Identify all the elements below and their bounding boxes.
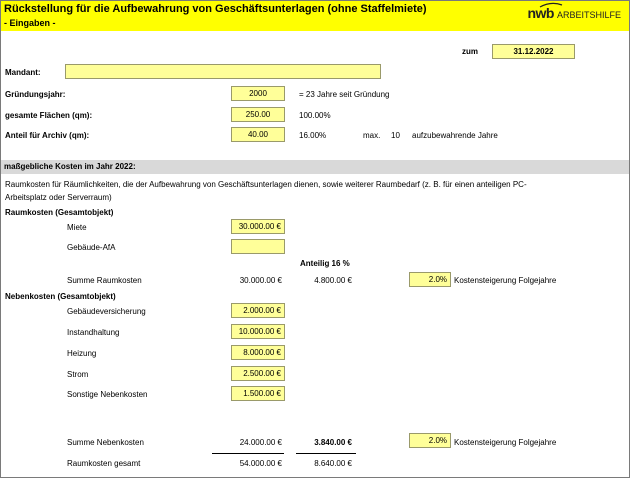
summe-raumkosten-label: Summe Raumkosten: [67, 276, 142, 285]
gruendung-input[interactable]: 2000: [231, 86, 285, 101]
summe-raumkosten-anteilig: 4.800.00 €: [314, 276, 352, 285]
afa-label: Gebäude-AfA: [67, 243, 116, 252]
archiv-label: Anteil für Archiv (qm):: [5, 131, 90, 140]
section-bar: [1, 160, 629, 174]
flaechen-input[interactable]: 250.00: [231, 107, 285, 122]
archiv-max-value: 10: [391, 131, 400, 140]
mandant-input[interactable]: [65, 64, 381, 79]
nk-item-input[interactable]: 10.000.00 €: [231, 324, 285, 339]
miete-input[interactable]: 30.000.00 €: [231, 219, 285, 234]
archiv-input[interactable]: 40.00: [231, 127, 285, 142]
gesamt-label: Raumkosten gesamt: [67, 459, 141, 468]
gesamt-value: 54.000.00 €: [239, 459, 282, 468]
nk-item-label: Heizung: [67, 349, 97, 358]
section-title: maßgebliche Kosten im Jahr 2022:: [4, 162, 136, 171]
page-title: Rückstellung für die Aufbewahrung von Geschäftsunterlagen (ohne Staffelmiete): [4, 3, 427, 15]
nk-item-input[interactable]: 2.000.00 €: [231, 303, 285, 318]
nk-item-input[interactable]: 8.000.00 €: [231, 345, 285, 360]
miete-label: Miete: [67, 223, 87, 232]
summe-nebenkosten-value: 24.000.00 €: [239, 438, 282, 447]
page-subtitle: - Eingaben -: [4, 18, 56, 28]
raumkosten-heading: Raumkosten (Gesamtobjekt): [5, 208, 114, 217]
nebenkosten-heading: Nebenkosten (Gesamtobjekt): [5, 292, 116, 301]
nk-item-label: Instandhaltung: [67, 328, 120, 337]
nebenkosten-steigerung-label: Kostensteigerung Folgejahre: [454, 438, 557, 447]
flaechen-percent: 100.00%: [299, 111, 331, 120]
nk-item-label: Gebäudeversicherung: [67, 307, 146, 316]
summe-nebenkosten-anteilig: 3.840.00 €: [314, 438, 352, 447]
total-rule: [212, 453, 284, 454]
nk-item-label: Sonstige Nebenkosten: [67, 390, 148, 399]
summe-raumkosten-value: 30.000.00 €: [239, 276, 282, 285]
summe-nebenkosten-label: Summe Nebenkosten: [67, 438, 144, 447]
header-bar: [1, 1, 629, 31]
raumkosten-steigerung-label: Kostensteigerung Folgejahre: [454, 276, 557, 285]
gruendung-label: Gründungsjahr:: [5, 90, 66, 99]
section-description-1: Raumkosten für Räumlichkeiten, die der Aufbewahrung von Geschäftsunterlagen dienen, sowie weiterer Raumbedarf (z. B. für einen anteiligen PC-: [5, 180, 527, 189]
afa-input[interactable]: [231, 239, 285, 254]
nk-item-input[interactable]: 1.500.00 €: [231, 386, 285, 401]
total-rule: [296, 453, 356, 454]
date-label: zum: [462, 47, 478, 56]
gruendung-note: = 23 Jahre seit Gründung: [299, 90, 390, 99]
nebenkosten-steigerung-input[interactable]: 2.0%: [409, 433, 451, 448]
gesamt-anteilig: 8.640.00 €: [314, 459, 352, 468]
flaechen-label: gesamte Flächen (qm):: [5, 111, 93, 120]
archiv-max-text: aufzubewahrende Jahre: [412, 131, 498, 140]
nk-item-input[interactable]: 2.500.00 €: [231, 366, 285, 381]
logo-swoosh-icon: [539, 2, 563, 8]
archiv-percent: 16.00%: [299, 131, 327, 140]
logo-brand: nwb: [527, 5, 554, 21]
date-input[interactable]: 31.12.2022: [492, 44, 575, 59]
nk-item-label: Strom: [67, 370, 89, 379]
nwb-logo: [527, 5, 621, 21]
anteilig-header: Anteilig 16 %: [300, 259, 350, 268]
mandant-label: Mandant:: [5, 68, 41, 77]
logo-suffix: ARBEITSHILFE: [556, 10, 621, 20]
archiv-max-label: max.: [363, 131, 381, 140]
raumkosten-steigerung-input[interactable]: 2.0%: [409, 272, 451, 287]
section-description-2: Arbeitsplatz oder Serverraum): [5, 193, 112, 202]
